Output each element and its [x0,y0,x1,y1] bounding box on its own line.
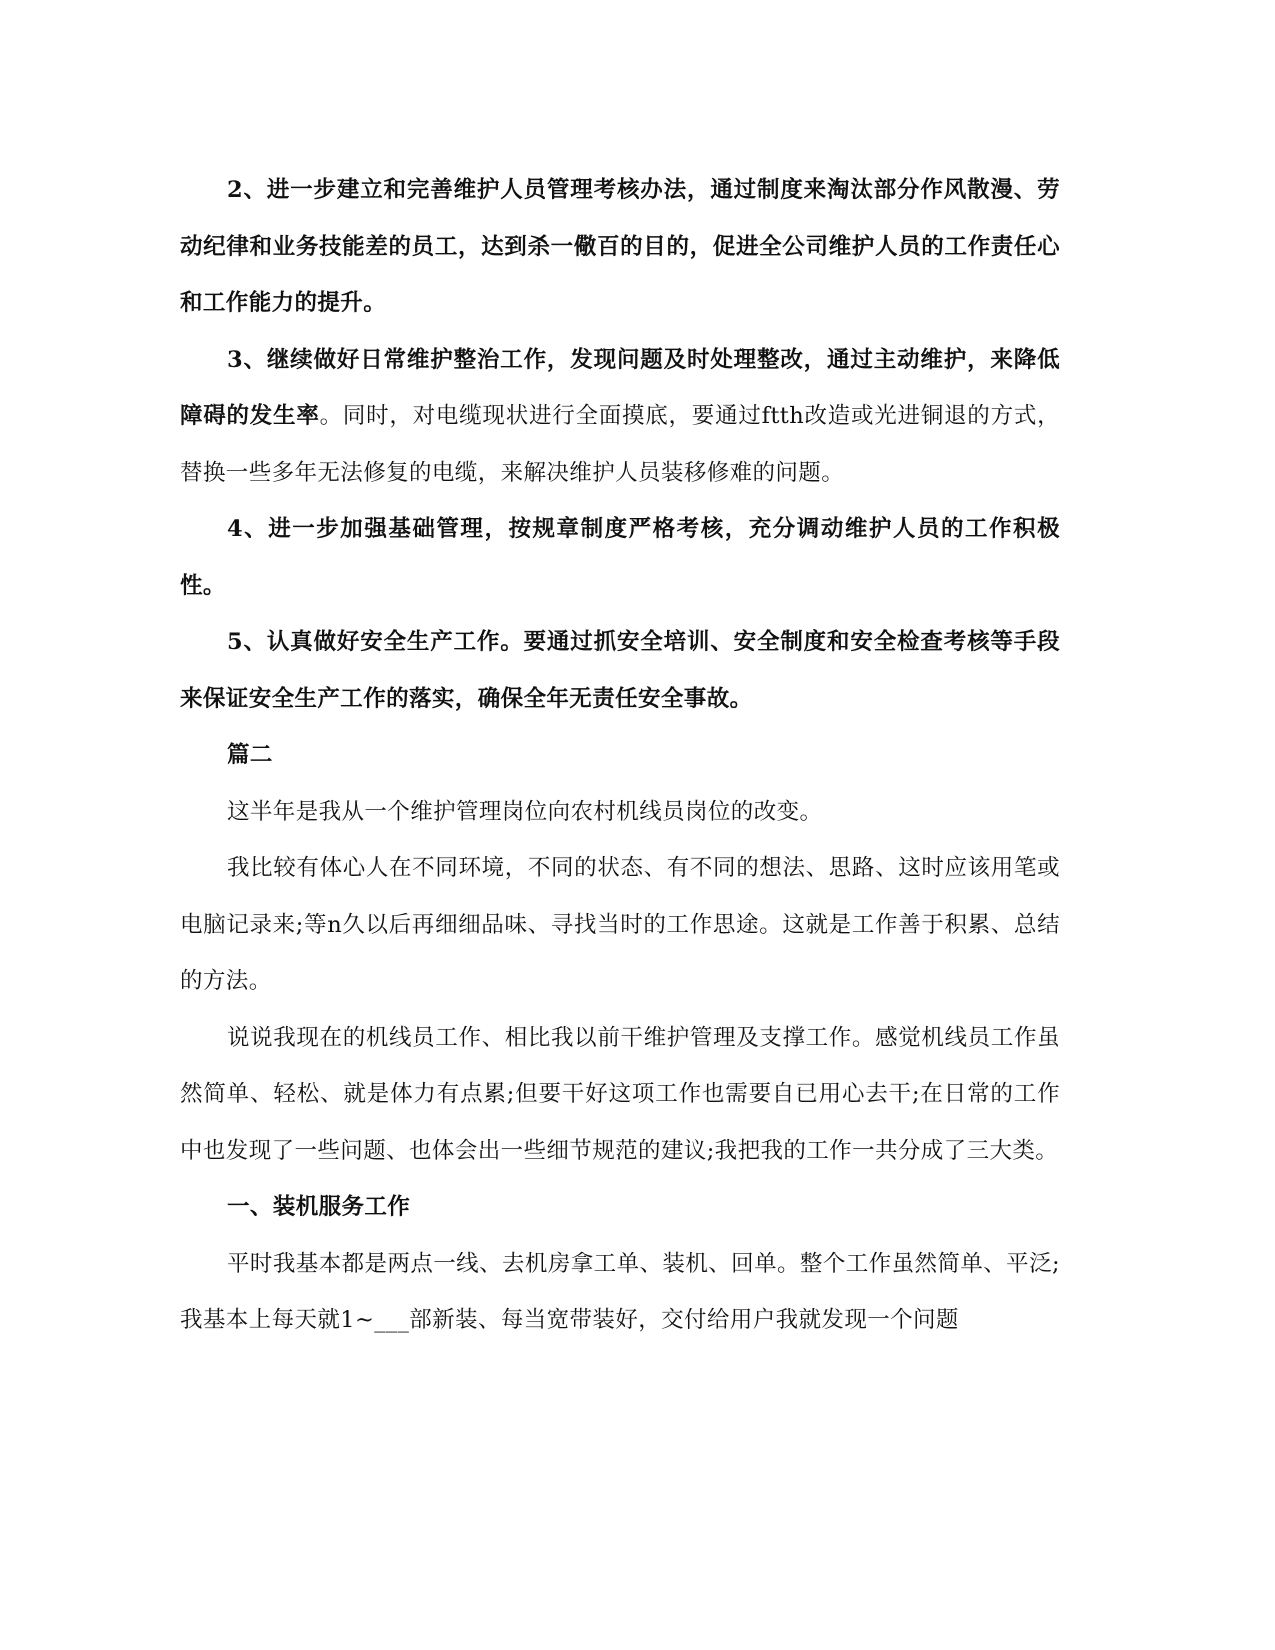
paragraph-text: 这半年是我从一个维护管理岗位向农村机线员岗位的改变。 [227,798,823,825]
document-body [180,162,1060,1349]
paragraph-current-work [180,1010,1060,1180]
paragraph-5 [180,614,1060,727]
paragraph-bold-text: 3、继续做好日常维护整治工作，发现问题及时处理整改，通过主动维护，来降低障碍的发生率 [180,346,1060,429]
paragraph-bold-text: 4、进一步加强基础管理，按规章制度严格考核，充分调动维护人员的工作积极性。 [180,516,1060,599]
paragraph-2 [180,162,1060,332]
paragraph-intro [180,784,1060,841]
section-heading-installation [180,1179,1060,1236]
paragraph-4 [180,501,1060,614]
heading-text: 篇二 [227,742,273,768]
paragraph-installation [180,1236,1060,1349]
section-heading-pian-er [180,727,1060,784]
paragraph-bold-text: 2、进一步建立和完善维护人员管理考核办法，通过制度来淘汰部分作风散漫、劳动纪律和业务技能差的员工，达到杀一儆百的目的，促进全公司维护人员的工作责任心和工作能力的提升。 [180,177,1060,316]
paragraph-text: 我比较有体心人在不同环境，不同的状态、有不同的想法、思路、这时应该用笔或电脑记录来;等n久以后再细细品味、寻找当时的工作思途。这就是工作善于积累、总结的方法。 [180,855,1060,994]
paragraph-text: 平时我基本都是两点一线、去机房拿工单、装机、回单。整个工作虽然简单、平泛;我基本上每天就1~___部新装、每当宽带装好，交付给用户我就发现一个问题 [180,1250,1060,1333]
paragraph-text: 说说我现在的机线员工作、相比我以前干维护管理及支撑工作。感觉机线员工作虽然简单、轻松、就是体力有点累;但要干好这项工作也需要自已用心去干;在日常的工作中也发现了一些问题、也体会出一些细节规范的建议;我把我的工作一共分成了三大类。 [180,1024,1060,1164]
paragraph-experience [180,840,1060,1010]
paragraph-text: 。同时，对电缆现状进行全面摸底，要通过ftth改造或光进铜退的方式，替换一些多年无法修复的电缆，来解决维护人员装移修难的问题。 [180,403,1060,486]
heading-text: 一、装机服务工作 [227,1194,411,1220]
paragraph-bold-text: 5、认真做好安全生产工作。要通过抓安全培训、安全制度和安全检查考核等手段来保证安全生产工作的落实，确保全年无责任安全事故。 [180,629,1060,712]
paragraph-3 [180,332,1060,502]
